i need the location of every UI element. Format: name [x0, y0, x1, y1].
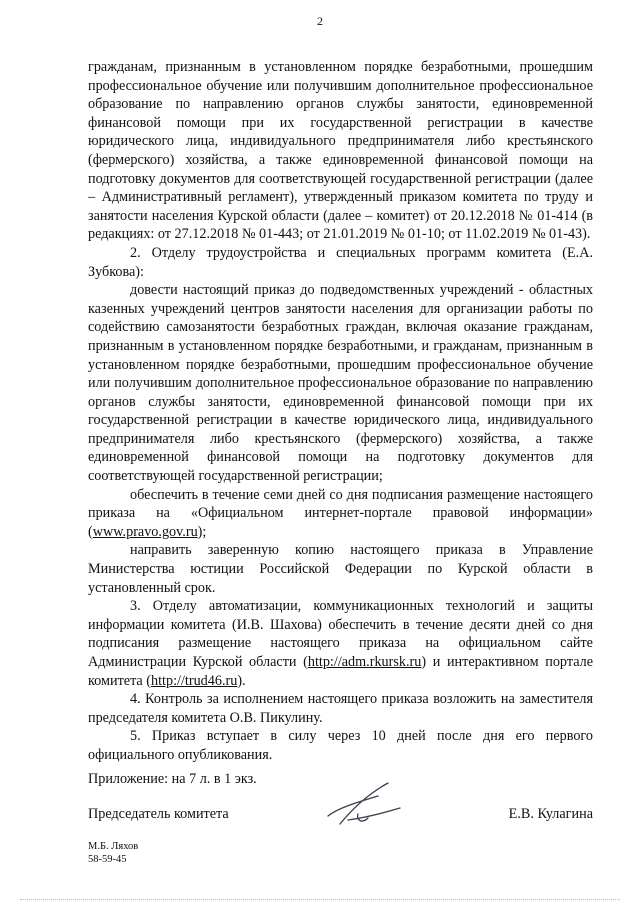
automation-text: 3. Отделу автоматизации, коммуникационных технологий и защиты информации комитета (И.В. Шахова) обеспечить в течение десяти дней со дня подписания размещение настоящего приказа на официальном сайте Администрации Курской области (	[88, 598, 593, 670]
scan-edge-divider	[20, 899, 620, 902]
page-number: 2	[317, 14, 323, 28]
automation-text-middle: ) и интерактивном портале комитета (	[88, 654, 594, 689]
automation-text-end: ).	[237, 672, 246, 689]
publish-text-end: );	[197, 523, 207, 540]
signature-block	[88, 806, 593, 836]
trud46-link[interactable]: http://trud46.ru	[151, 672, 238, 689]
attachment-note: Приложение: на 7 л. в 1 экз.	[88, 771, 257, 787]
paragraph-3-automation-dept	[88, 597, 593, 690]
signer-name: Е.В. Кулагина	[508, 806, 593, 822]
paragraph-bring-order: довести настоящий приказ до подведомственных учреждений - областных казенных учреждений центров занятости населения для организации работы по содействию самозанятости безработных граждан, включая оказание гражданам, признанным в установленном порядке безработными, и гражданам, признанным в установленном порядке безработными, прошедшим профессиональное обучение или получившим дополнительное профессиональное образование по направлению органов службы занятости, единовременной финансовой помощи при их государственной регистрации в качестве юридического лица, индивидуального предпринимателя либо крестьянского (фермерского) хозяйства, а также единовременной финансовой помощи на подготовку документов для соответствующей государственной регистрации;	[88, 282, 593, 485]
adm-rkursk-link[interactable]: http://adm.rkursk.ru	[307, 654, 422, 670]
paragraph-send-ministry: направить заверенную копию настоящего приказа в Управление Министерства юстиции Российской Федерации по Курской области в установленный срок.	[88, 542, 593, 596]
paragraph-5-effect: 5. Приказ вступает в силу через 10 дней после дня его первого официального опубликования.	[88, 728, 593, 763]
executor-name: М.Б. Ляхов	[88, 841, 139, 852]
paragraph-2-employment-dept: 2. Отделу трудоустройства и специальных программ комитета (Е.А. Зубкова):	[88, 244, 593, 280]
executor-phone: 58-59-45	[88, 854, 127, 865]
paragraph-4-control: 4. Контроль за исполнением настоящего приказа возложить на заместителя председателя комитета О.В. Пикулину.	[88, 691, 593, 726]
handwritten-signature	[318, 778, 408, 833]
paragraph-publish-portal	[88, 486, 593, 542]
executor-info	[88, 840, 138, 866]
publish-text: обеспечить в течение семи дней со дня подписания размещение настоящего приказа на «Официальном интернет-портале правовой информации» (	[88, 486, 593, 540]
pravo-link[interactable]: www.pravo.gov.ru	[92, 523, 198, 540]
order-body	[88, 58, 593, 765]
paragraph-regulation-continuation: гражданам, признанным в установленном порядке безработными, прошедшим профессиональное обучение или получившим дополнительное профессиональное образование по направлению органов службы занятости, единовременной финансовой помощи при их государственной регистрации в качестве юридического лица, индивидуального предпринимателя либо крестьянского (фермерского) хозяйства, а также единовременной финансовой помощи на подготовку документов для соответствующей государственной регистрации (далее – Административный регламент), утвержденный приказом комитета по труду и занятости населения Курской области (далее – комитет) от 20.12.2018 № 01-414 (в редакциях: от 27.12.2018 № 01-443; от 21.01.2019 № 01-10; от 11.02.2019 № 01-43).	[88, 59, 593, 243]
signer-title: Председатель комитета	[88, 806, 229, 822]
